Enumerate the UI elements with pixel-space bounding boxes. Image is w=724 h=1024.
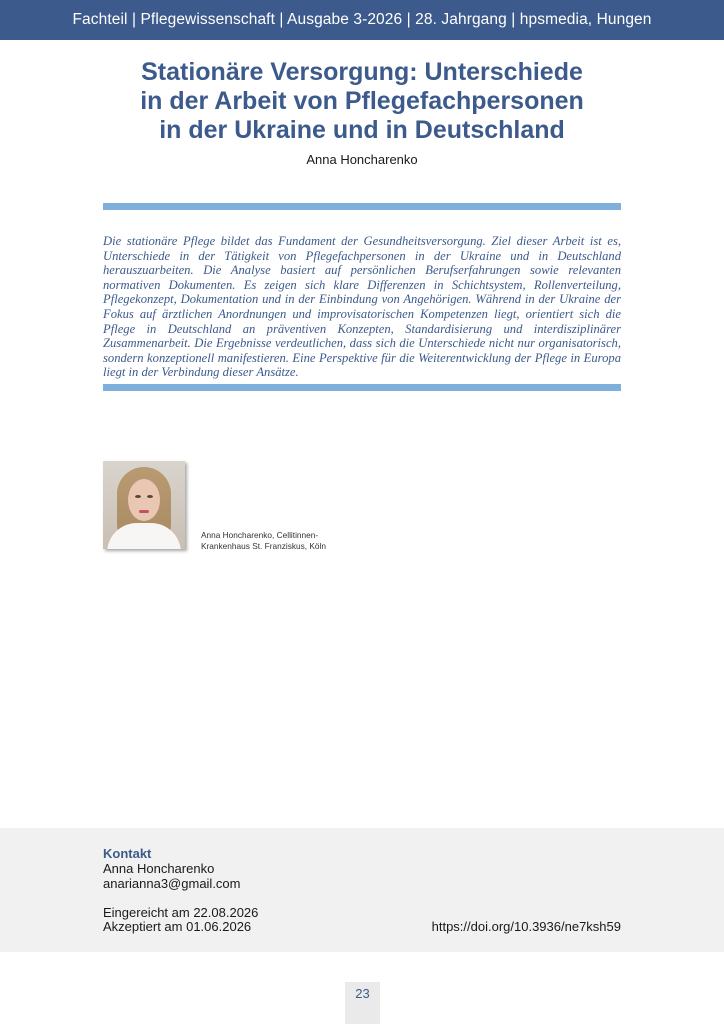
caption-line-1: Anna Honcharenko, Cellitinnen- (201, 530, 319, 540)
title-line-3: in der Ukraine und in Deutschland (159, 116, 565, 144)
title-line-1: Stationäre Versorgung: Unterschiede (141, 58, 583, 86)
abstract-text: Die stationäre Pflege bildet das Fundament der Gesundheitsversorgung. Ziel dieser Arbeit ist es, Unterschiede in der Tätigkeit von Pflegefachpersonen in der Ukraine und in Deutschland herauszuarbeiten. Die Analyse basiert auf persönlichen Berufserfahrungen sowie relevanten normativen Dokumenten. Es zeigen sich klare Differenzen in Schichtsystem, Rollenverteilung, Pflegekonzept, Dokumentation und in der Einbindung von Angehörigen. Während in der Ukraine der Fokus auf ärztlichen Anordnungen und improvisatorischen Kompetenzen liegt, orientiert sich die Pflege in Deutschland an präventiven Konzepten, Standardisierung und interdisziplinärer Zusammenarbeit. Die Ergebnisse verdeutlichen, dass sich die Unterschiede nicht nur organisatorisch, sondern konzeptionell manifestieren. Eine Perspektive für die Weiterentwicklung der Pflege in Europa liegt in der Verbindung dieser Ansätze. (103, 234, 621, 380)
contact-name: Anna Honcharenko (103, 861, 215, 876)
running-head-text: Fachteil | Pflegewissenschaft | Ausgabe 3-2026 | 28. Jahrgang | hpsmedia, Hungen (72, 11, 652, 28)
photo-caption (201, 530, 326, 552)
submitted-date: Eingereicht am 22.08.2026 (103, 905, 259, 920)
page-number-box (345, 982, 380, 1024)
author-photo (103, 461, 185, 549)
caption-line-2: Krankenhaus St. Franziskus, Köln (201, 541, 326, 551)
article-title (60, 58, 664, 145)
title-line-2: in der Arbeit von Pflegefachpersonen (140, 87, 584, 115)
abstract-bottom-divider (103, 384, 621, 391)
contact-heading: Kontakt (103, 846, 152, 861)
page-number: 23 (355, 986, 370, 1001)
accepted-date: Akzeptiert am 01.06.2026 (103, 919, 252, 934)
contact-email[interactable]: anarianna3@gmail.com (103, 876, 241, 891)
article-author: Anna Honcharenko (306, 152, 418, 167)
abstract-top-divider (103, 203, 621, 210)
running-header (0, 0, 724, 40)
doi-link[interactable]: https://doi.org/10.3936/ne7ksh59 (431, 919, 621, 934)
